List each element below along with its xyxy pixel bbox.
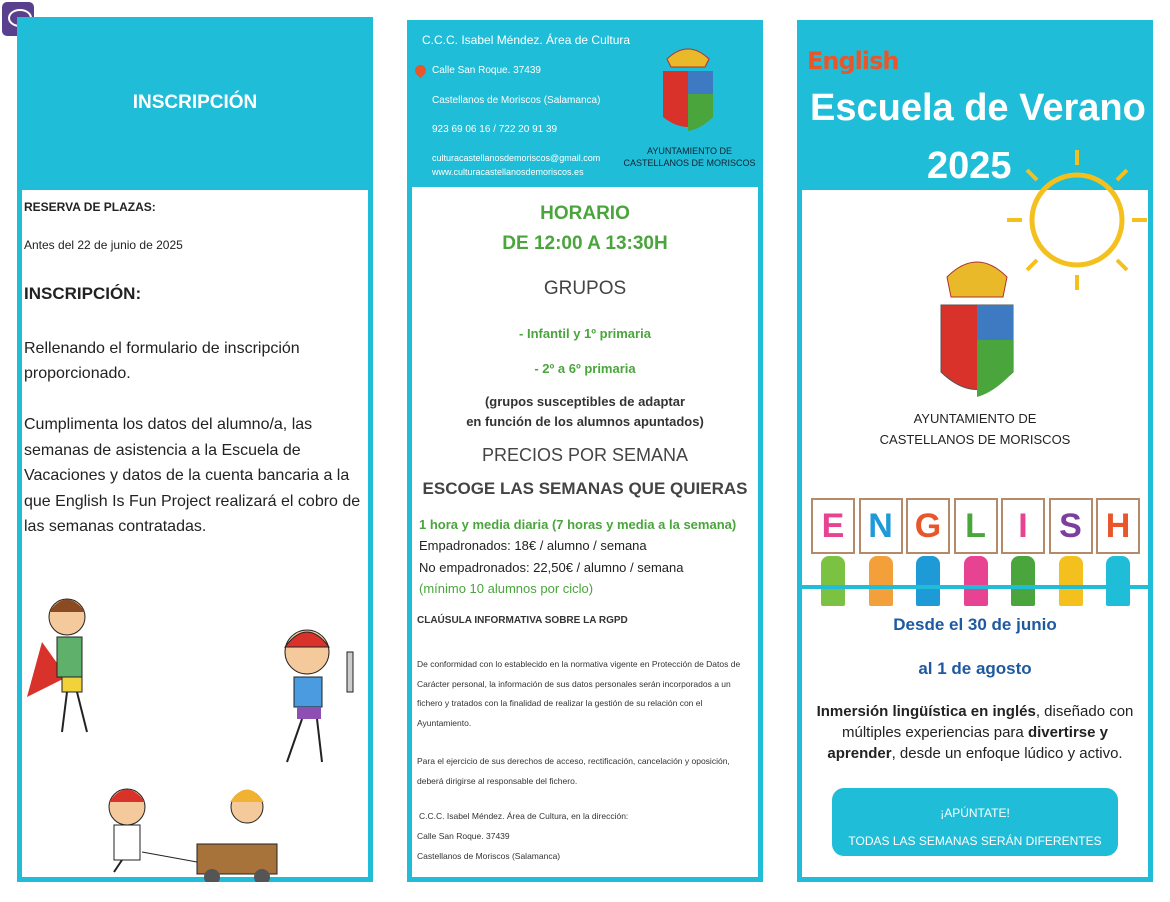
hand-illustration: [821, 556, 845, 606]
grupos-title: GRUPOS: [543, 278, 627, 299]
rgpd-text-2: Para el ejercicio de sus derechos de acceso, rectificación, cancelación y oposición, deberá dirigirse al responsable del fichero.: [417, 756, 730, 786]
reserva-date: Antes del 22 de junio de 2025: [24, 238, 183, 252]
letter-card: H: [1096, 498, 1140, 554]
cta-line-1: ¡APÚNTATE!: [940, 806, 1010, 820]
children-illustration: [22, 582, 368, 882]
hand-illustration: [1059, 556, 1083, 606]
ayto-line-1: AYUNTAMIENTO DE: [646, 146, 732, 156]
website[interactable]: www.culturacastellanosdemoriscos.es: [432, 167, 584, 177]
fecha-hasta: al 1 de agosto: [918, 659, 1032, 678]
rgpd-contact-2: Calle San Roque. 37439: [417, 831, 510, 841]
ayto-line-2: CASTELLANOS DE MORISCOS: [623, 158, 756, 168]
email[interactable]: culturacastellanosdemoriscos@gmail.com: [432, 153, 601, 163]
hand-illustration: [1011, 556, 1035, 606]
precio-empadronados: Empadronados: 18€ / alumno / semana: [419, 538, 647, 553]
address: Calle San Roque. 37439: [432, 65, 541, 76]
english-logo: English: [807, 47, 899, 75]
horario-title: HORARIO: [540, 203, 630, 224]
panel-header: [22, 22, 368, 190]
hand-illustration: [869, 556, 893, 606]
letter-card: E: [811, 498, 855, 554]
duracion: 1 hora y media diaria (7 horas y media a la semana): [419, 517, 737, 532]
letter-card: G: [906, 498, 950, 554]
rgpd-contact-1: C.C.C. Isabel Méndez. Área de Cultura, en la dirección:: [419, 811, 629, 821]
org-name: C.C.C. Isabel Méndez. Área de Cultura: [422, 33, 631, 47]
contact-header: [412, 25, 758, 187]
grupo-2: - 2º a 6º primaria: [534, 361, 636, 376]
grupos-note-1: (grupos susceptibles de adaptar: [484, 394, 686, 409]
hand-illustration: [1106, 556, 1130, 606]
reserva-title: RESERVA DE PLAZAS:: [24, 200, 156, 214]
desc-text-1: , diseñado con múltiples experiencias para: [842, 703, 1134, 741]
desc-text-2: , desde un enfoque lúdico y activo.: [891, 745, 1123, 762]
inscripcion-title: INSCRIPCIÓN:: [24, 284, 142, 303]
letter-card: I: [1001, 498, 1045, 554]
horario-time: DE 12:00 A 13:30H: [502, 233, 668, 254]
header-title: INSCRIPCIÓN: [132, 92, 258, 113]
inscription-panel: [17, 17, 373, 882]
apuntate-button[interactable]: [832, 788, 1118, 856]
divider: [802, 585, 1148, 589]
info-panel: [407, 20, 763, 882]
letter-card: N: [859, 498, 903, 554]
description: [806, 701, 1144, 764]
sun-icon: [1002, 145, 1152, 295]
minimo-alumnos: (mínimo 10 alumnos por ciclo): [419, 581, 594, 596]
cta-line-2: TODAS LAS SEMANAS SERÁN DIFERENTES: [848, 834, 1102, 848]
cover-year: 2025: [927, 145, 1012, 187]
inscripcion-text-1: Rellenando el formulario de inscripción proporcionado.: [24, 340, 300, 382]
rgpd-text-1: De conformidad con lo establecido en la normativa vigente en Protección de Datos de Carácter personal, la información de sus datos personales serán incorporados a un fichero y tratados con la finalidad de realizar la gestión de su relación con el Ayuntamiento.: [417, 659, 741, 728]
location-pin-icon: [413, 63, 429, 79]
fecha-desde: Desde el 30 de junio: [893, 615, 1057, 634]
phones: 923 69 06 16 / 722 20 91 39: [432, 124, 558, 135]
desc-bold-1: Inmersión lingüística en inglés: [816, 703, 1036, 720]
coat-of-arms-icon: [657, 37, 719, 137]
cover-panel: [797, 20, 1153, 882]
hand-illustration: [916, 556, 940, 606]
inscripcion-text-2: Cumplimenta los datos del alumno/a, las semanas de asistencia a la Escuela de Vacaciones y datos de la cuenta bancaria a la que English Is Fun Project realizará el cobro de las semanas contratadas.: [24, 416, 361, 535]
ayto-line-1: AYUNTAMIENTO DE: [913, 411, 1037, 426]
grupos-note-2: en función de los alumnos apuntados): [466, 414, 704, 429]
coat-of-arms-icon: [937, 247, 1017, 407]
hand-illustration: [964, 556, 988, 606]
cover-title: Escuela de Verano: [810, 87, 1146, 129]
rgpd-contact-3: Castellanos de Moriscos (Salamanca): [417, 851, 561, 861]
letter-card: S: [1049, 498, 1093, 554]
town: Castellanos de Moriscos (Salamanca): [432, 95, 601, 106]
desc-bold-2: divertirse y aprender: [827, 724, 1108, 762]
ayto-line-2: CASTELLANOS DE MORISCOS: [879, 432, 1071, 447]
escoge-semanas: ESCOGE LAS SEMANAS QUE QUIERAS: [422, 479, 748, 498]
precios-title: PRECIOS POR SEMANA: [481, 445, 689, 465]
precio-no-empadronados: No empadronados: 22,50€ / alumno / semana: [419, 560, 684, 575]
rgpd-title: CLAÚSULA INFORMATIVA SOBRE LA RGPD: [417, 615, 628, 626]
letter-card: L: [954, 498, 998, 554]
grupo-1: - Infantil y 1º primaria: [519, 326, 651, 341]
